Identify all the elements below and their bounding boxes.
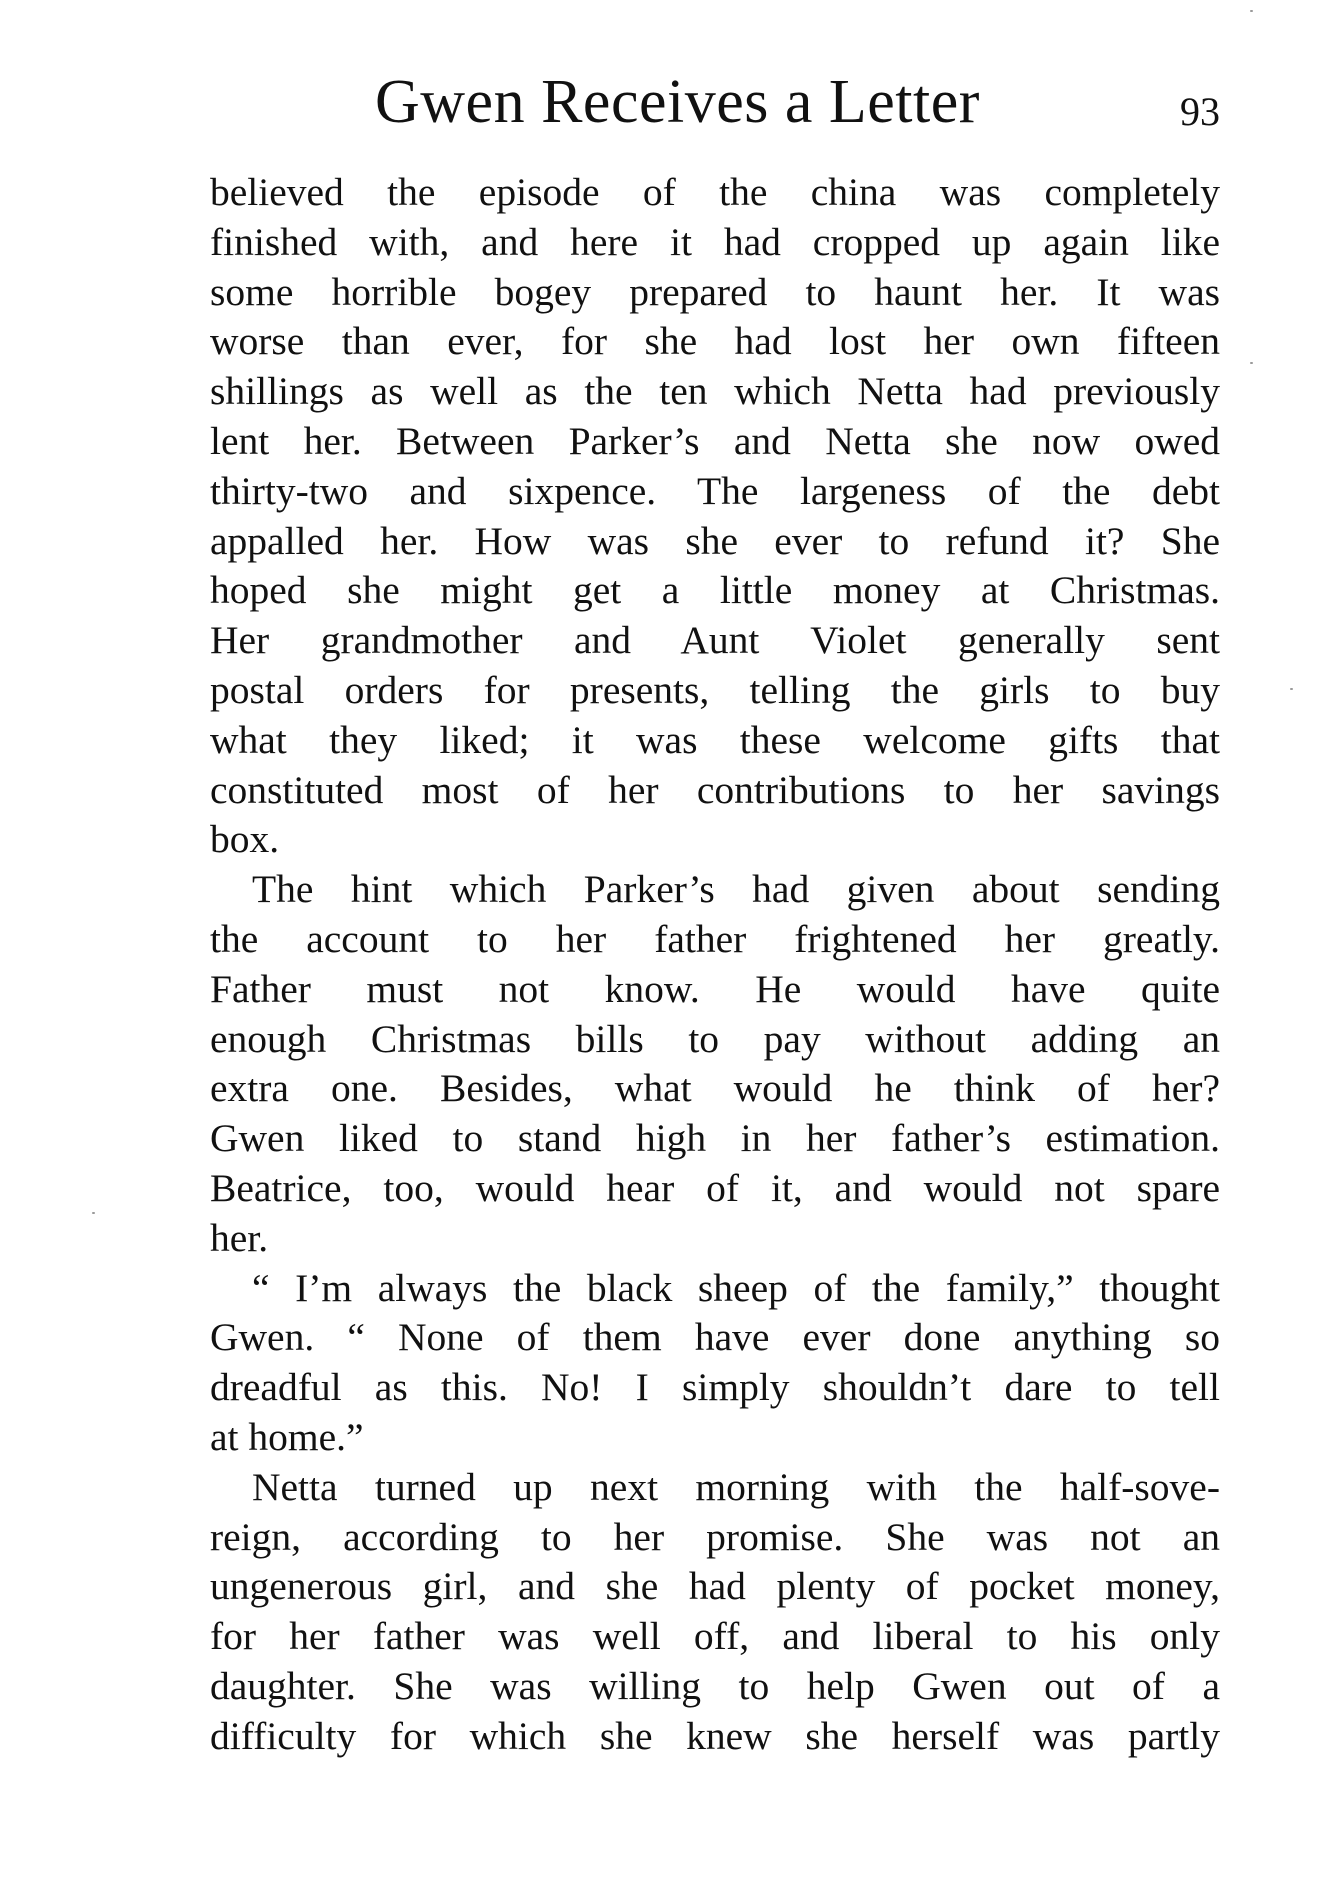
text-line: enough Christmas bills to pay without adding an	[210, 1016, 1220, 1061]
text-line: shillings as well as the ten which Netta had previously	[210, 369, 1220, 414]
text-line: postal orders for presents, telling the girls to buy	[210, 667, 1220, 712]
text-line: dreadful as this. No! I simply shouldn’t dare to tell	[210, 1365, 1220, 1410]
text-line: extra one. Besides, what would he think of her?	[210, 1066, 1220, 1111]
scan-speck	[92, 1212, 95, 1214]
scan-speck	[1250, 362, 1253, 364]
text-line: thirty-two and sixpence. The largeness of the debt	[210, 468, 1220, 513]
scan-speck	[1290, 688, 1293, 690]
text-line: for her father was well off, and liberal to his only	[210, 1614, 1220, 1659]
text-line: Netta turned up next morning with the half-sove-	[252, 1464, 1220, 1509]
text-line: Father must not know. He would have quite	[210, 966, 1220, 1011]
page-number: 93	[1180, 89, 1220, 134]
text-line: finished with, and here it had cropped up again like	[210, 219, 1220, 264]
body-text	[210, 168, 1220, 1762]
text-line: some horrible bogey prepared to haunt her. It was	[210, 269, 1220, 314]
text-line: appalled her. How was she ever to refund it? She	[210, 518, 1220, 563]
page-header	[210, 62, 1220, 142]
text-line: Beatrice, too, would hear of it, and would not spare	[210, 1165, 1220, 1210]
text-line: reign, according to her promise. She was not an	[210, 1514, 1220, 1559]
text-line: Gwen. “ None of them have ever done anything so	[210, 1315, 1220, 1360]
text-line: believed the episode of the china was completely	[210, 170, 1220, 214]
text-line: Gwen liked to stand high in her father’s estimation.	[210, 1116, 1220, 1161]
text-line: her.	[210, 1215, 269, 1260]
text-line: at home.”	[210, 1414, 364, 1459]
text-line: daughter. She was willing to help Gwen out of a	[210, 1663, 1220, 1708]
text-line: hoped she might get a little money at Christmas.	[210, 568, 1220, 613]
text-line: lent her. Between Parker’s and Netta she now owed	[210, 418, 1220, 463]
text-line: difficulty for which she knew she herself was partly	[210, 1713, 1220, 1758]
text-line: constituted most of her contributions to her savings	[210, 767, 1220, 812]
text-line: the account to her father frightened her greatly.	[210, 916, 1220, 961]
text-line: The hint which Parker’s had given about sending	[252, 867, 1220, 912]
text-line: worse than ever, for she had lost her own fifteen	[210, 319, 1220, 364]
text-line: Her grandmother and Aunt Violet generally sent	[210, 618, 1220, 663]
running-title: Gwen Receives a Letter	[375, 68, 980, 136]
text-line: box.	[210, 817, 280, 862]
text-line: ungenerous girl, and she had plenty of pocket money,	[210, 1564, 1220, 1609]
scan-speck	[1250, 10, 1253, 12]
text-line: what they liked; it was these welcome gifts that	[210, 717, 1220, 762]
text-line: “ I’m always the black sheep of the family,” thought	[252, 1265, 1220, 1310]
